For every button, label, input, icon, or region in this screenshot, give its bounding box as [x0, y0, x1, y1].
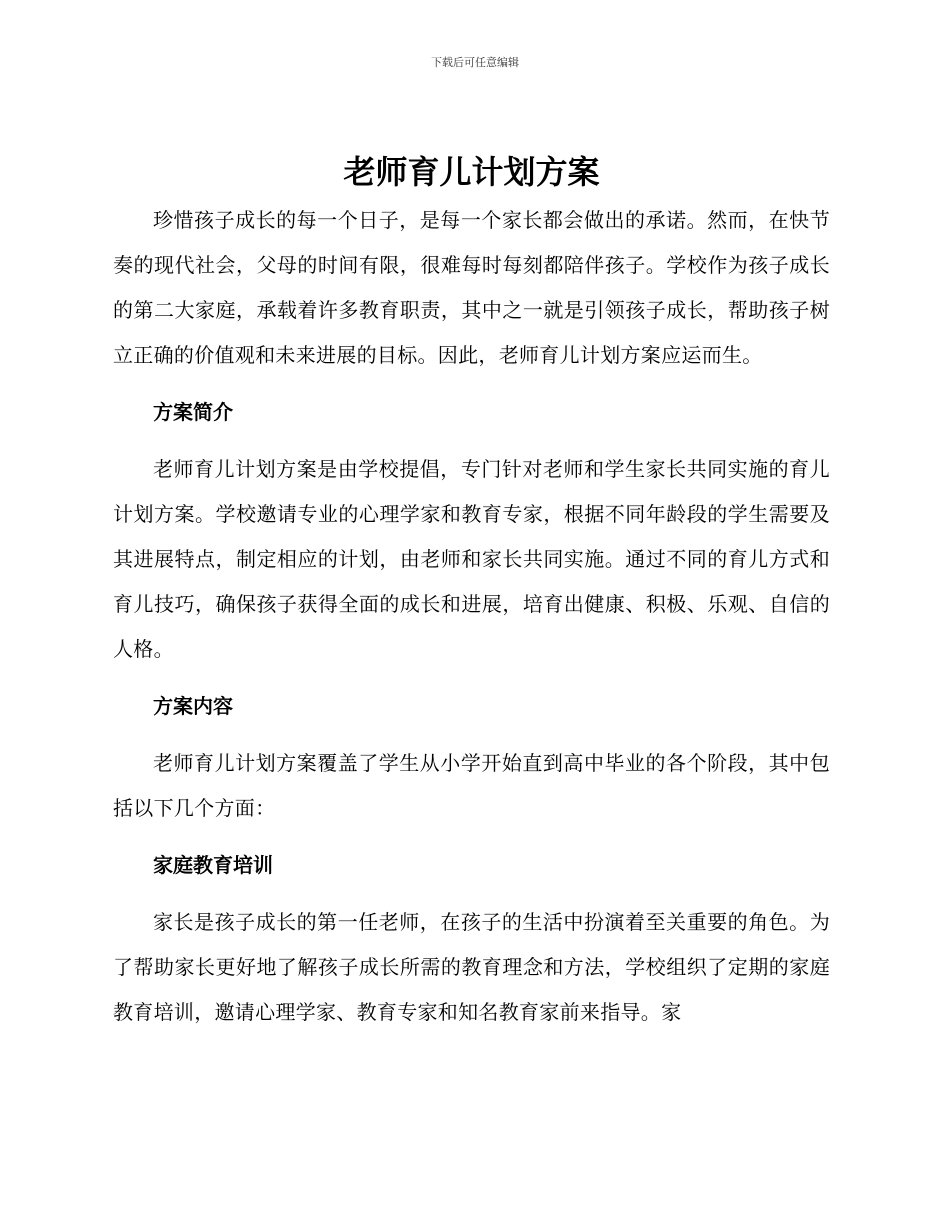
- section-body-overview: 老师育儿计划方案是由学校提倡，专门针对老师和学生家长共同实施的育儿计划方案。学校邀请专业的心理学家和教育专家，根据不同年龄段的学生需要及其进展特点，制定相应的计划，由老师和家长共同实施。通过不同的育儿方式和育儿技巧，确保孩子获得全面的成长和进展，培育出健康、积极、乐观、自信的人格。: [113, 457, 830, 661]
- document-body: [113, 148, 830, 1035]
- document-title: 老师育儿计划方案: [343, 153, 600, 191]
- section-heading-family-training: 家庭教育培训: [153, 853, 273, 877]
- section-heading-content: 方案内容: [153, 694, 233, 718]
- header-note: 下载后可任意编辑: [431, 56, 519, 69]
- section-heading-overview: 方案简介: [153, 400, 233, 424]
- section-body-family-training: 家长是孩子成长的第一任老师，在孩子的生活中扮演着至关重要的角色。为了帮助家长更好地了解孩子成长所需的教育理念和方法，学校组织了定期的家庭教育培训，邀请心理学家、教育专家和知名教育家前来指导。家: [113, 910, 830, 1024]
- section-body-content: 老师育儿计划方案覆盖了学生从小学开始直到高中毕业的各个阶段，其中包括以下几个方面：: [113, 751, 830, 820]
- intro-paragraph: 珍惜孩子成长的每一个日子，是每一个家长都会做出的承诺。然而，在快节奏的现代社会，父母的时间有限，很难每时每刻都陪伴孩子。学校作为孩子成长的第二大家庭，承载着许多教育职责，其中之一就是引领孩子成长，帮助孩子树立正确的价值观和未来进展的目标。因此，老师育儿计划方案应运而生。: [113, 208, 830, 367]
